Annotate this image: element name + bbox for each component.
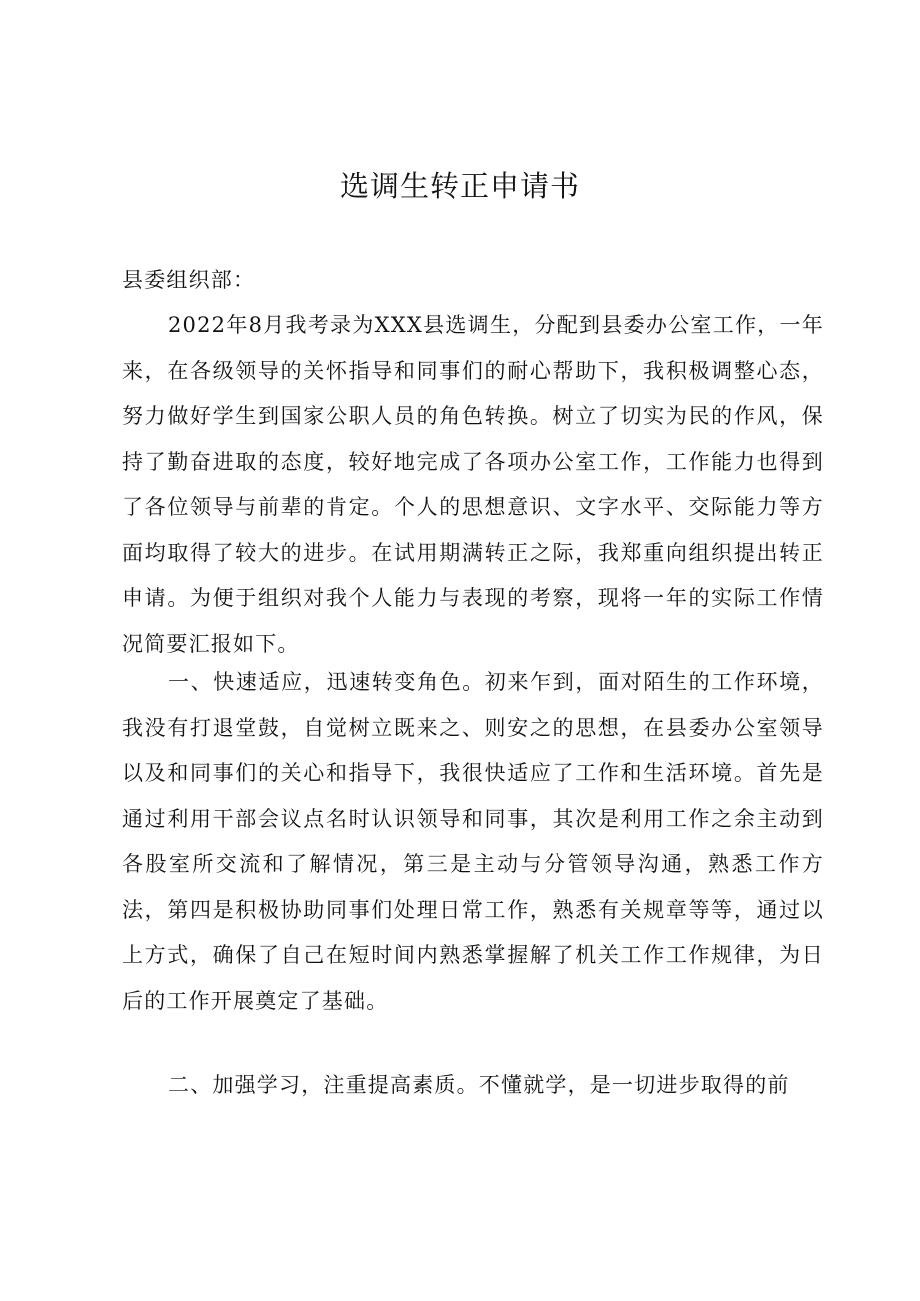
paragraph-section-two: 二、加强学习，注重提高素质。不懂就学，是一切进步取得的前: [168, 1073, 790, 1097]
paragraph-section-one: 一、快速适应，迅速转变角色。初来乍到，面对陌生的工作环境，我没有打退堂鼓，自觉树立既来之、则安之的思想，在县委办公室领导以及和同事们的关心和指导下，我很快适应了工作和生活环境。首先是通过利用干部会议点名时认识领导和同事，其次是利用工作之余主动到各股室所交流和了解情况，第三是主动与分管领导沟通，熟悉工作方法，第四是积极协助同事们处理日常工作，熟悉有关规章等等，通过以上方式，确保了自己在短时间内熟悉掌握解了机关工作工作规律，为日后的工作开展奠定了基础。: [122, 670, 824, 1013]
salutation: 县委组织部：: [122, 268, 256, 292]
document-title: 选调生转正申请书: [339, 169, 580, 203]
paragraph-intro: 2022年8月我考录为XXX县选调生，分配到县委办公室工作，一年来，在各级领导的关怀指导和同事们的耐心帮助下，我积极调整心态，努力做好学生到国家公职人员的角色转换。树立了切实为民的作风，保持了勤奋进取的态度，较好地完成了各项办公室工作，工作能力也得到了各位领导与前辈的肯定。个人的思想意识、文字水平、交际能力等方面均取得了较大的进步。在试用期满转正之际，我郑重向组织提出转正申请。为便于组织对我个人能力与表现的考察，现将一年的实际工作情况简要汇报如下。: [122, 313, 824, 656]
